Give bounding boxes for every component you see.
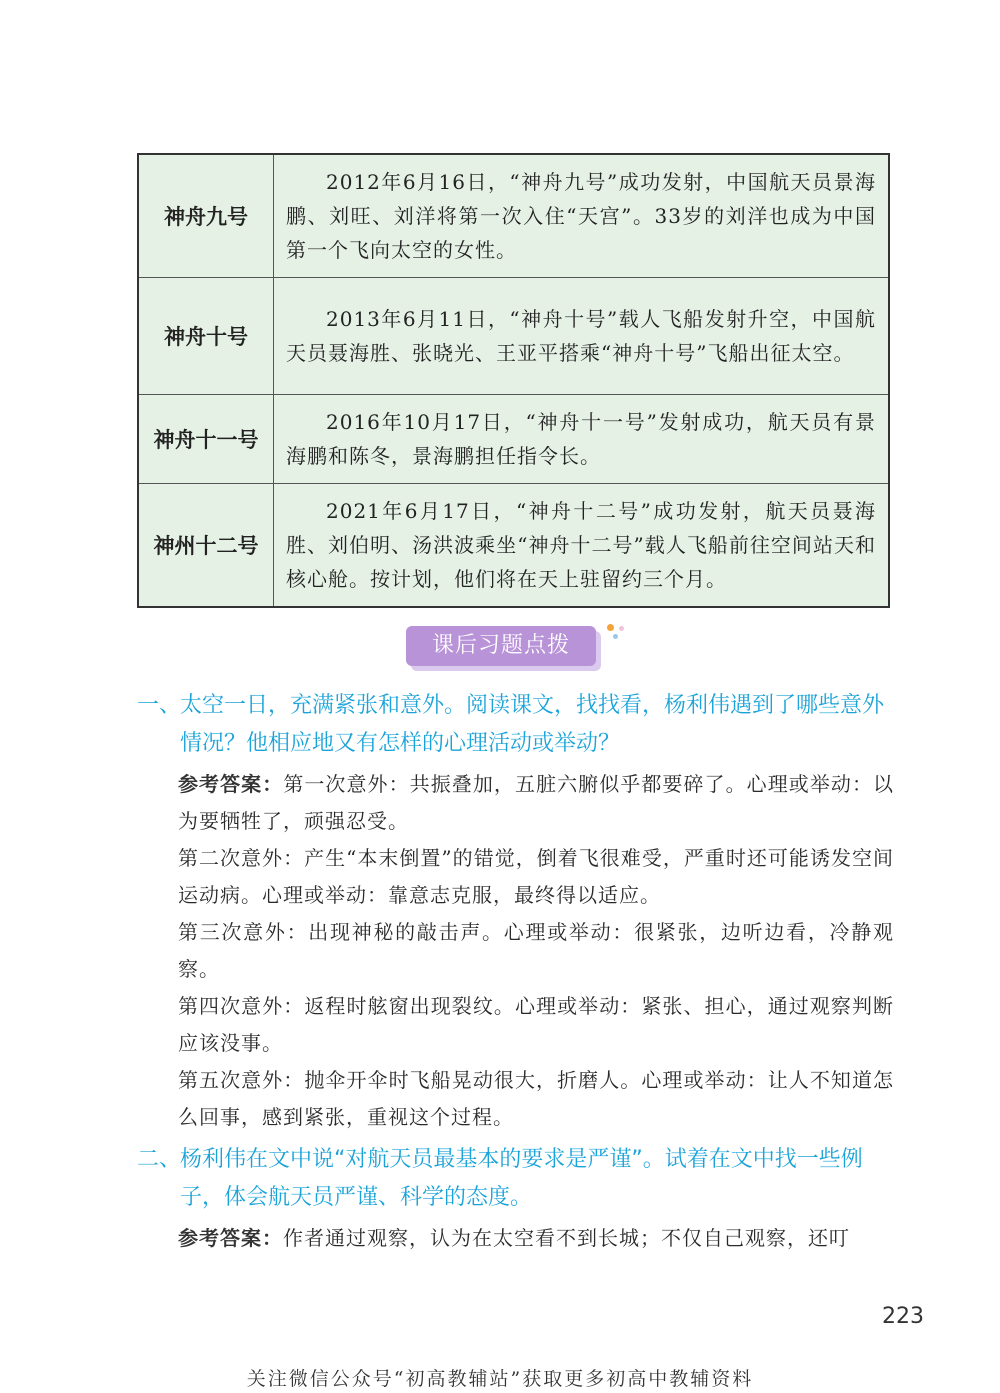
mission-description: 2016年10月17日，“神舟十一号”发射成功，航天员有景海鹏和陈冬，景海鹏担任指令长。 (274, 395, 890, 484)
table-row (138, 395, 889, 484)
answer-paragraph: 第三次意外：出现神秘的敲击声。心理或举动：很紧张，边听边看，冷静观察。 (178, 920, 894, 981)
footer-note: 关注微信公众号“初高教辅站”获取更多初高中教辅资料 (246, 1368, 754, 1390)
mission-table (137, 153, 890, 608)
table-row (138, 278, 889, 395)
answer-paragraph: 参考答案：第一次意外：共振叠加，五脏六腑似乎都要碎了。心理或举动：以为要牺牲了，顽强忍受。 (178, 772, 895, 833)
decoration-dot-icon (607, 624, 614, 631)
answer-paragraph: 第五次意外：抛伞开伞时飞船晃动很大，折磨人。心理或举动：让人不知道怎么回事，感到紧张，重视这个过程。 (178, 1068, 894, 1129)
section-title-badge (403, 622, 623, 672)
answer-label: 参考答案： (178, 1226, 283, 1250)
answer-2 (178, 1220, 894, 1257)
question-2 (137, 1141, 897, 1217)
page-number: 223 (882, 1304, 924, 1329)
answer-paragraph: 第四次意外：返程时舷窗出现裂纹。心理或举动：紧张、担心，通过观察判断应该没事。 (178, 994, 894, 1055)
answer-paragraph: 第二次意外：产生“本末倒置”的错觉，倒着飞很难受，严重时还可能诱发空间运动病。心理或举动：靠意志克服，最终得以适应。 (178, 846, 894, 907)
section-title: 课后习题点拨 (406, 626, 596, 666)
mission-name: 神舟十一号 (138, 395, 274, 484)
question-number: 二、 (137, 1147, 182, 1172)
decoration-dot-icon (619, 626, 624, 631)
mission-name: 神州十二号 (138, 484, 274, 608)
answer-label: 参考答案： (178, 772, 284, 796)
question-1 (137, 687, 897, 763)
table-row (138, 154, 889, 278)
question-number: 一、 (137, 693, 182, 718)
mission-description: 2012年6月16日，“神舟九号”成功发射，中国航天员景海鹏、刘旺、刘洋将第一次入住“天宫”。33岁的刘洋也成为中国第一个飞向太空的女性。 (274, 154, 890, 278)
mission-description: 2021年6月17日，“神舟十二号”成功发射，航天员聂海胜、刘伯明、汤洪波乘坐“神舟十二号”载人飞船前往空间站天和核心舱。按计划，他们将在天上驻留约三个月。 (274, 484, 890, 608)
mission-name: 神舟九号 (138, 154, 274, 278)
question-text: 太空一日，充满紧张和意外。阅读课文，找找看，杨利伟遇到了哪些意外情况？他相应地又有怎样的心理活动或举动？ (180, 693, 885, 756)
mission-description: 2013年6月11日，“神舟十号”载人飞船发射升空，中国航天员聂海胜、张晓光、王亚平搭乘“神舟十号”飞船出征太空。 (274, 278, 890, 395)
answer-paragraph: 参考答案：作者通过观察，认为在太空看不到长城；不仅自己观察，还叮 (178, 1226, 850, 1250)
answer-1 (178, 766, 894, 1136)
question-text: 杨利伟在文中说“对航天员最基本的要求是严谨”。试着在文中找一些例子，体会航天员严谨、科学的态度。 (180, 1147, 863, 1210)
decoration-dot-icon (613, 634, 618, 639)
mission-name: 神舟十号 (138, 278, 274, 395)
table-row (138, 484, 889, 608)
